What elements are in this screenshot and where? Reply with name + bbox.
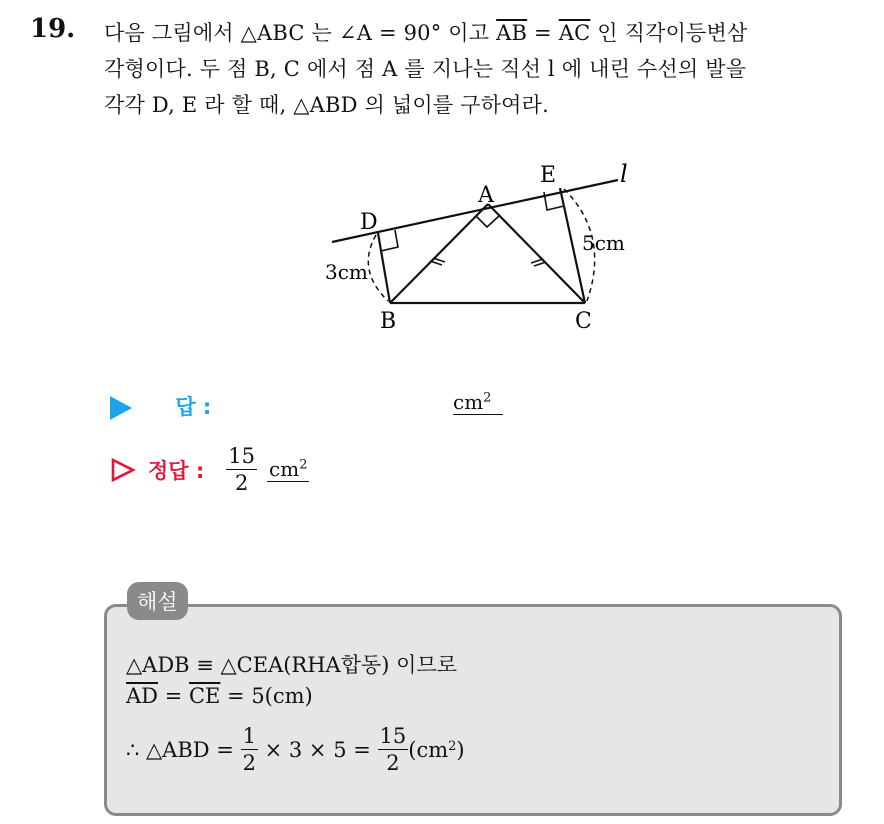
label-b: B xyxy=(380,309,397,334)
solution-text: = 5(cm) xyxy=(220,684,313,708)
fraction-numerator: 15 xyxy=(379,724,407,748)
fraction-denominator: 2 xyxy=(234,471,249,495)
label-l: l xyxy=(620,160,628,188)
question-text: 인 직각이등변삼 xyxy=(590,21,748,45)
unit-exponent: 2 xyxy=(448,739,457,754)
equals-sign: = xyxy=(527,21,559,45)
segment-bd-line xyxy=(378,233,390,303)
solution-line-3 xyxy=(126,723,465,776)
tick-ab-2 xyxy=(433,258,445,262)
question-text: 다음 그림에서 △ABC 는 ∠A = 90° 이고 xyxy=(104,21,497,45)
solution-text: (cm xyxy=(408,737,449,762)
solution-text: ∴ △ABD = xyxy=(126,737,241,762)
segment-ce: $\overline{CE}$ xyxy=(188,684,221,708)
label-e: E xyxy=(540,163,557,188)
solution-fraction-2 xyxy=(378,723,409,776)
segment-ac: $\overline{AC}$ xyxy=(558,21,591,45)
fraction-numerator: 15 xyxy=(228,444,256,468)
segment-ad: $\overline{AD}$ xyxy=(126,684,159,708)
answer-label: 답 : xyxy=(175,395,212,419)
right-angle-d-icon xyxy=(381,230,398,251)
tick-ac-1 xyxy=(531,259,543,263)
solution-box xyxy=(104,604,842,816)
segment-ab: $\overline{AB}$ xyxy=(496,21,528,45)
question-number: 19. xyxy=(30,14,76,44)
tick-ab-1 xyxy=(430,261,442,265)
solution-text: × 3 × 5 = xyxy=(257,737,378,762)
correct-fraction xyxy=(226,443,257,496)
solution-fraction-1 xyxy=(241,723,258,776)
unit-exponent: 2 xyxy=(299,457,308,473)
fraction-denominator: 2 xyxy=(242,751,256,775)
answer-input[interactable] xyxy=(453,390,503,415)
label-bd-length: 3cm xyxy=(325,260,368,284)
fraction-denominator: 2 xyxy=(386,751,400,775)
fraction-numerator: 1 xyxy=(242,724,256,748)
play-arrow-icon xyxy=(110,396,132,420)
label-ce-length: 5cm xyxy=(582,231,625,255)
label-c: C xyxy=(575,309,592,334)
label-a: A xyxy=(478,183,494,208)
equals-sign: = xyxy=(158,684,189,708)
label-d: D xyxy=(360,210,378,235)
geometry-figure xyxy=(320,155,680,340)
outline-arrow-icon xyxy=(110,457,136,483)
answer-unit: cm xyxy=(453,390,484,414)
correct-label: 정답 : xyxy=(148,458,205,483)
right-angle-a-icon xyxy=(476,216,499,227)
solution-line-2 xyxy=(126,684,313,708)
solution-tag: 해설 xyxy=(127,582,188,620)
answer-unit-exponent: 2 xyxy=(483,390,492,406)
tick-ac-2 xyxy=(534,262,546,266)
answer-row xyxy=(110,391,211,421)
question-line-3: 각각 D, E 라 할 때, △ABD 의 넓이를 구하여라. xyxy=(104,93,550,117)
solution-line-1: △ADB ≡ △CEA(RHA합동) 이므로 xyxy=(126,653,458,677)
unit-text: cm xyxy=(269,457,300,481)
question-line-2: 각형이다. 두 점 B, C 에서 점 A 를 지나는 직선 l 에 내린 수선의 발을 xyxy=(104,57,747,81)
solution-text: ) xyxy=(456,737,465,762)
correct-answer-row xyxy=(110,443,309,496)
question-line-1 xyxy=(104,17,748,47)
segment-ac-line xyxy=(488,204,585,303)
correct-unit xyxy=(267,457,309,482)
